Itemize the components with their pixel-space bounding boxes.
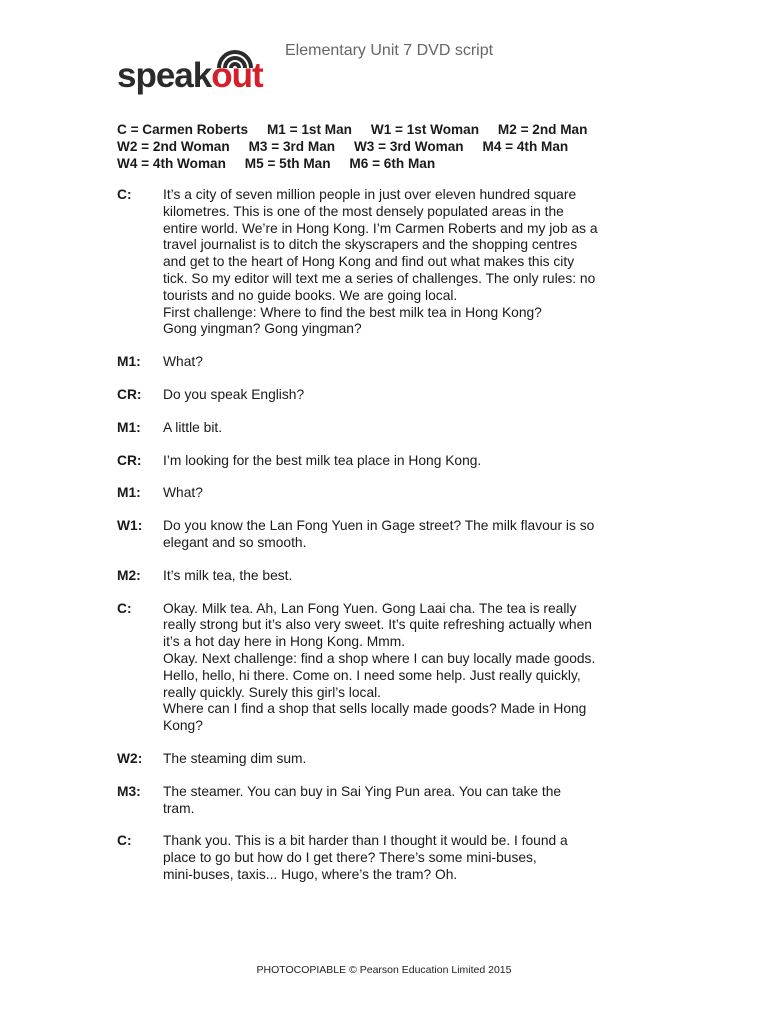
- dialogue-turn: [117, 833, 657, 883]
- speech-line: I’m looking for the best milk tea place in Hong Kong.: [163, 452, 482, 468]
- speech-line: What?: [163, 354, 203, 370]
- speech-line: It’s a city of seven million people in just over eleven hundred square: [163, 187, 577, 202]
- speaker-label: CR:: [117, 386, 142, 402]
- dialogue-turn: [117, 187, 657, 338]
- speech-text: [163, 601, 657, 735]
- speech-line: tram.: [163, 800, 195, 816]
- speech-line: tick. So my editor will text me a series of challenges. The only rules: no: [163, 270, 596, 286]
- speech-text: [163, 485, 657, 502]
- legend-entry: M6 = 6th Man: [349, 156, 436, 171]
- speech-line: Hello, hello, hi there. Come on. I need some help. Just really quickly,: [163, 667, 581, 683]
- speech-text: [163, 453, 657, 470]
- speech-line: Okay. Next challenge: find a shop where I can buy locally made goods.: [163, 650, 596, 666]
- speaker-label: M1:: [117, 485, 141, 501]
- transcript: [117, 187, 657, 900]
- dialogue-turn: [117, 485, 657, 502]
- speaker-label: C:: [117, 833, 132, 849]
- speech-line: really quickly. Surely this girl’s local.: [163, 684, 382, 700]
- speech-text: [163, 568, 657, 585]
- dialogue-turn: [117, 751, 657, 768]
- speech-text: [163, 387, 657, 404]
- speaker-label: M3:: [117, 783, 141, 799]
- speech-text: [163, 751, 657, 768]
- speech-line: kilometres. This is one of the most densely populated areas in the: [163, 203, 564, 219]
- speaker-label: CR:: [117, 452, 142, 468]
- speech-line: It’s milk tea, the best.: [163, 567, 293, 583]
- speech-line: The steamer. You can buy in Sai Ying Pun area. You can take the: [163, 783, 562, 799]
- speech-line: Okay. Milk tea. Ah, Lan Fong Yuen. Gong Laai cha. The tea is really: [163, 600, 577, 616]
- speech-line: really strong but it’s also very sweet. It’s quite refreshing actually when: [163, 617, 592, 633]
- speaker-label: M1:: [117, 419, 141, 435]
- speech-line: Kong?: [163, 718, 203, 734]
- speech-line: A little bit.: [163, 419, 223, 435]
- speech-line: First challenge: Where to find the best milk tea in Hong Kong?: [163, 304, 542, 320]
- speech-line: entire world. We’re in Hong Kong. I’m Carmen Roberts and my job as a: [163, 220, 598, 236]
- speaker-label: W2:: [117, 750, 143, 766]
- speaker-legend: [117, 121, 657, 172]
- speech-line: elegant and so smooth.: [163, 534, 307, 550]
- speaker-label: C:: [117, 600, 132, 616]
- speaker-label: C:: [117, 187, 132, 202]
- speech-line: place to go but how do I get there? There’s some mini-buses,: [163, 850, 537, 866]
- dialogue-turn: [117, 387, 657, 404]
- speech-line: Do you know the Lan Fong Yuen in Gage street? The milk flavour is so: [163, 518, 595, 534]
- speech-line: mini-buses, taxis... Hugo, where’s the tram? Oh.: [163, 866, 458, 882]
- dialogue-turn: [117, 568, 657, 585]
- speech-text: [163, 833, 657, 883]
- speakout-logo: [117, 50, 277, 100]
- dialogue-turn: [117, 354, 657, 371]
- speech-line: Thank you. This is a bit harder than I thought it would be. I found a: [163, 833, 568, 849]
- speech-line: tourists and no guide books. We are going local.: [163, 287, 458, 303]
- legend-entry: W1 = 1st Woman: [370, 122, 480, 137]
- legend-entry: M1 = 1st Man: [266, 122, 352, 137]
- logo-speak: speak: [117, 56, 212, 95]
- copyright-footer: PHOTOCOPIABLE © Pearson Education Limited 2015: [256, 964, 512, 976]
- speaker-label: W1:: [117, 518, 143, 534]
- speech-text: [163, 784, 657, 818]
- dialogue-turn: [117, 420, 657, 437]
- legend-entry: W3 = 3rd Woman: [353, 139, 464, 154]
- dialogue-turn: [117, 518, 657, 552]
- legend-entry: W2 = 2nd Woman: [117, 139, 230, 154]
- speech-line: Do you speak English?: [163, 386, 305, 402]
- legend-entry: W4 = 4th Woman: [117, 156, 226, 171]
- speaker-label: M2:: [117, 567, 141, 583]
- legend-entry: M4 = 4th Man: [482, 139, 569, 154]
- speech-line: What?: [163, 485, 203, 501]
- dialogue-turn: [117, 784, 657, 818]
- legend-entry: M2 = 2nd Man: [497, 122, 588, 137]
- logo-out: out: [211, 56, 263, 95]
- logo-wordmark: [117, 56, 263, 96]
- speech-text: [163, 518, 657, 552]
- speech-text: [163, 187, 657, 338]
- speech-line: it’s a hot day here in Hong Kong. Mmm.: [163, 634, 406, 650]
- speech-line: Gong yingman? Gong yingman?: [163, 321, 362, 337]
- legend-entry: M3 = 3rd Man: [248, 139, 336, 154]
- dialogue-turn: [117, 453, 657, 470]
- speech-line: and get to the heart of Hong Kong and find out what makes this city: [163, 254, 575, 270]
- legend-entry: C = Carmen Roberts: [117, 122, 249, 137]
- document-title: Elementary Unit 7 DVD script: [285, 42, 494, 59]
- speech-line: The steaming dim sum.: [163, 750, 307, 766]
- speech-line: Where can I find a shop that sells locally made goods? Made in Hong: [163, 701, 587, 717]
- dialogue-turn: [117, 601, 657, 735]
- speaker-label: M1:: [117, 354, 141, 370]
- speech-line: travel journalist is to ditch the skyscrapers and the shopping centres: [163, 237, 578, 253]
- speech-text: [163, 354, 657, 371]
- speech-text: [163, 420, 657, 437]
- legend-entry: M5 = 5th Man: [244, 156, 331, 171]
